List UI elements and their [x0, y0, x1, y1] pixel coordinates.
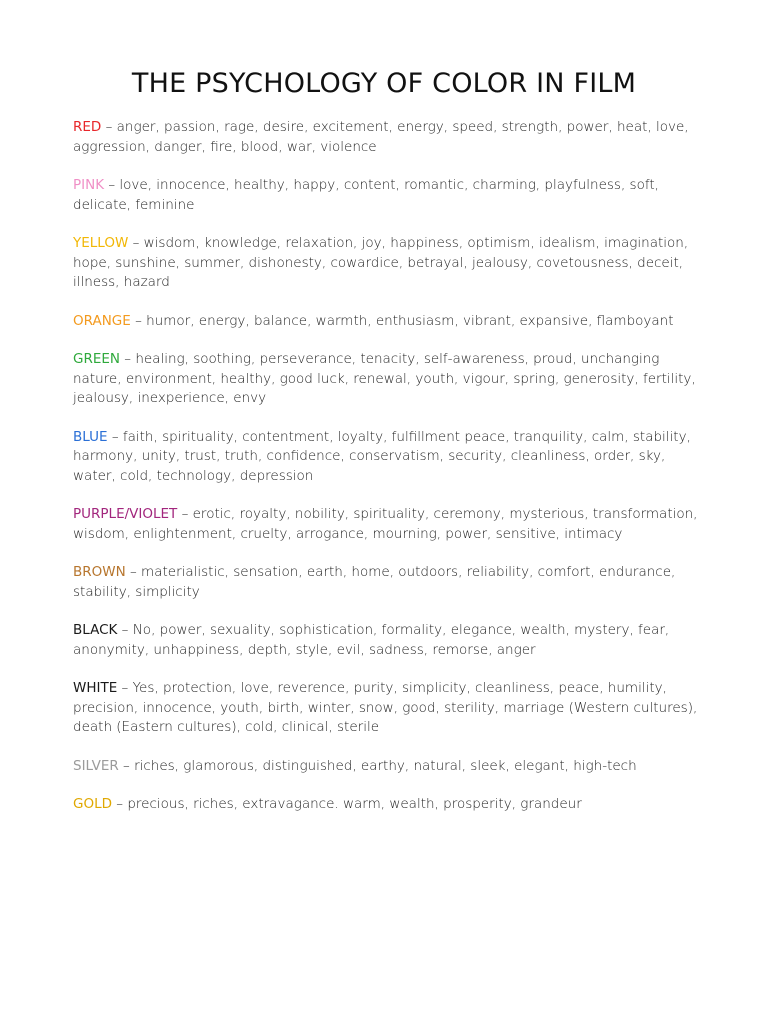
color-entry-orange	[73, 312, 703, 332]
color-name: YELLOW	[73, 235, 129, 251]
color-name: SILVER	[73, 757, 119, 774]
color-entry-green	[73, 350, 703, 409]
color-name: WHITE	[73, 680, 118, 696]
color-description: – healing, soothing, perseverance, tenacity, self-awareness, proud, unchanging nature, environment, healthy, good luck, renewal, youth, vigour, spring, generosity, fertility, jealousy, inexperience, envy	[73, 351, 696, 406]
color-name: BROWN	[73, 564, 126, 580]
color-description: – humor, energy, balance, warmth, enthusiasm, vibrant, expansive, flamboyant	[130, 312, 674, 329]
color-name: BLACK	[73, 622, 118, 638]
color-entry-gold	[73, 795, 703, 815]
color-name: GREEN	[73, 351, 120, 367]
color-entry-red	[73, 118, 703, 157]
color-name: PINK	[73, 177, 105, 193]
page-title: THE PSYCHOLOGY OF COLOR IN FILM	[131, 68, 637, 99]
color-description: – materialistic, sensation, earth, home, outdoors, reliability, comfort, endurance, stability, simplicity	[73, 564, 676, 600]
color-description: – love, innocence, healthy, happy, content, romantic, charming, playfulness, soft, delicate, feminine	[73, 177, 659, 213]
color-description: – riches, glamorous, distinguished, earthy, natural, sleek, elegant, high-tech	[118, 757, 637, 774]
color-description: – erotic, royalty, nobility, spirituality, ceremony, mysterious, transformation, wisdom, enlightenment, cruelty, arrogance, mourning, power, sensitive, intimacy	[73, 506, 698, 542]
color-name: BLUE	[73, 428, 108, 445]
color-entry-blue	[73, 428, 703, 487]
color-description: – wisdom, knowledge, relaxation, joy, happiness, optimism, idealism, imagination, hope, sunshine, summer, dishonesty, cowardice, betrayal, jealousy, covetousness, deceit, illness, hazard	[73, 235, 689, 290]
color-entry-white	[73, 679, 703, 738]
color-entry-yellow	[73, 234, 703, 293]
color-entry-list	[73, 118, 703, 834]
color-name: GOLD	[73, 796, 113, 812]
color-description: – precious, riches, extravagance. warm, wealth, prosperity, grandeur	[112, 796, 582, 812]
color-name: PURPLE/VIOLET	[73, 506, 178, 522]
color-name: ORANGE	[73, 312, 131, 329]
color-description: – Yes, protection, love, reverence, purity, simplicity, cleanliness, peace, humility, precision, innocence, youth, birth, winter, snow, good, sterility, marriage (Western cultures), death (Eastern cultures), cold, clinical, sterile	[73, 680, 698, 735]
color-entry-pink	[73, 176, 703, 215]
color-description: – No, power, sexuality, sophistication, formality, elegance, wealth, mystery, fear, anonymity, unhappiness, depth, style, evil, sadness, remorse, anger	[73, 622, 670, 658]
color-entry-purple-violet	[73, 505, 703, 544]
color-description: – anger, passion, rage, desire, excitement, energy, speed, strength, power, heat, love, aggression, danger, fire, blood, war, violence	[73, 119, 689, 155]
color-entry-brown	[73, 563, 703, 602]
color-entry-black	[73, 621, 703, 660]
color-entry-silver	[73, 757, 703, 777]
color-description: – faith, spirituality, contentment, loyalty, fulfillment peace, tranquility, calm, stability, harmony, unity, trust, truth, confidence, conservatism, security, cleanliness, order, sky, water, cold, technology, depression	[73, 428, 691, 484]
color-name: RED	[73, 119, 102, 135]
